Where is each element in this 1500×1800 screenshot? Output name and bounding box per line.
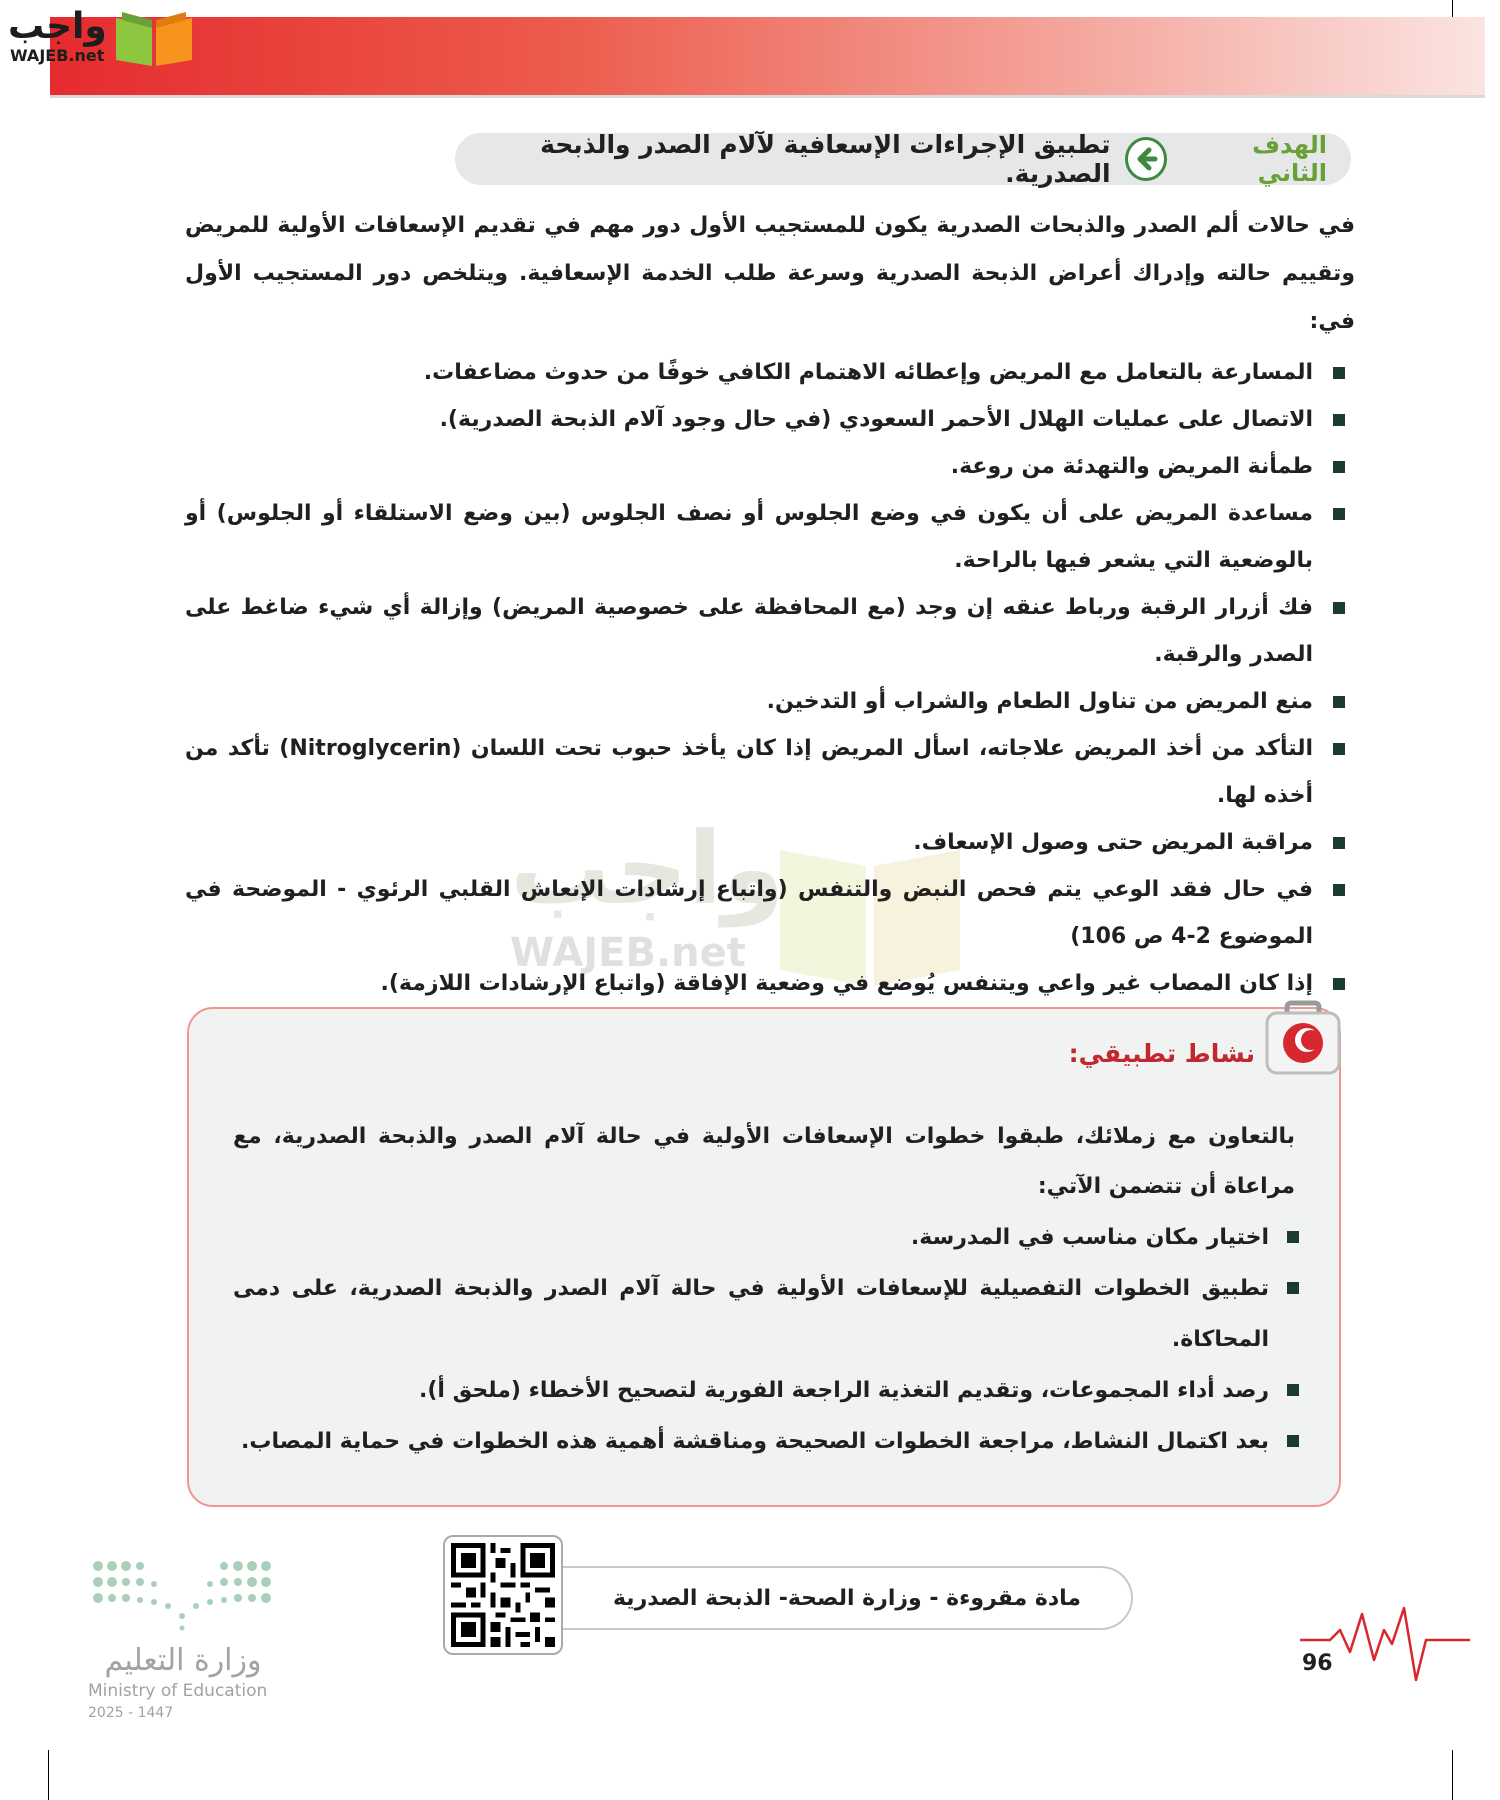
list-item: منع المريض من تناول الطعام والشراب أو التدخين. <box>185 678 1313 725</box>
arrow-left-icon <box>1125 137 1167 181</box>
wajeb-logo-domain: WAJEB.net <box>10 46 105 65</box>
responder-duties-list <box>185 349 1355 1007</box>
ministry-name-ar: وزارة التعليم <box>104 1643 262 1678</box>
list-item: مساعدة المريض على أن يكون في وضع الجلوس أو نصف الجلوس (بين وضع الاستلقاء أو الجلوس) أو بالوضعية التي يشعر فيها بالراحة. <box>185 490 1313 584</box>
activity-list <box>233 1212 1295 1467</box>
activity-body <box>233 1112 1295 1467</box>
main-content <box>185 202 1355 1007</box>
wajeb-logo[interactable] <box>8 6 193 68</box>
header-band <box>50 17 1485 95</box>
ministry-logo <box>88 1558 278 1721</box>
activity-title: نشاط تطبيقي: <box>1068 1039 1255 1068</box>
list-item: الاتصال على عمليات الهلال الأحمر السعودي (في حال وجود آلام الذبحة الصدرية). <box>185 396 1313 443</box>
list-item: اختيار مكان مناسب في المدرسة. <box>233 1212 1269 1263</box>
wajeb-logo-text: واجب <box>8 6 107 47</box>
goal-header <box>455 130 1351 188</box>
list-item: في حال فقد الوعي يتم فحص النبض والتنفس (واتباع إرشادات الإنعاش القلبي الرئوي - الموضحة في الموضوع 2-4 ص 106) <box>185 866 1313 960</box>
activity-intro: بالتعاون مع زملائك، طبقوا خطوات الإسعافات الأولية في حالة آلام الصدر والذبحة الصدرية، مع مراعاة أن تتضمن الآتي: <box>233 1124 1295 1199</box>
list-item: مراقبة المريض حتى وصول الإسعاف. <box>185 819 1313 866</box>
ministry-name-en: Ministry of Education <box>88 1681 268 1701</box>
goal-title: تطبيق الإجراءات الإسعافية لآلام الصدر والذبحة الصدرية. <box>540 130 1111 188</box>
list-item: المسارعة بالتعامل مع المريض وإعطائه الاهتمام الكافي خوفًا من حدوث مضاعفات. <box>185 349 1313 396</box>
reading-label: مادة مقروءة - وزارة الصحة- الذبحة الصدرية <box>612 1585 1082 1611</box>
watermark-text: واجب <box>510 810 785 927</box>
ministry-year: 2025 - 1447 <box>88 1705 174 1721</box>
ministry-emblem-icon <box>88 1558 278 1634</box>
list-item: تطبيق الخطوات التفصيلية للإسعافات الأولية في حالة آلام الصدر والذبحة الصدرية، على دمى المحاكاة. <box>233 1263 1269 1365</box>
first-aid-kit-icon <box>1261 997 1345 1085</box>
list-item: فك أزرار الرقبة ورباط عنقه إن وجد (مع المحافظة على خصوصية المريض) وإزالة أي شيء ضاغط على الصدر والرقبة. <box>185 584 1313 678</box>
qr-code-icon <box>451 1543 555 1647</box>
list-item: رصد أداء المجموعات، وتقديم التغذية الراجعة الفورية لتصحيح الأخطاء (ملحق أ). <box>233 1365 1269 1416</box>
intro-paragraph: في حالات ألم الصدر والذبحات الصدرية يكون للمستجيب الأول دور مهم في تقديم الإسعافات الأولية للمريض وتقييم حالته وإدراك أعراض الذبحة الصدرية وسرعة طلب الخدمة الإسعافية. ويتلخص دور المستجيب الأول في: <box>185 213 1355 334</box>
book-icon <box>112 8 196 68</box>
page-number: 96 <box>1302 1651 1333 1676</box>
list-item: طمأنة المريض والتهدئة من روعة. <box>185 443 1313 490</box>
list-item: بعد اكتمال النشاط، مراجعة الخطوات الصحيحة ومناقشة أهمية هذه الخطوات في حماية المصاب. <box>233 1416 1269 1467</box>
goal-label: الهدف الثاني <box>1252 131 1327 187</box>
reading-link[interactable] <box>563 1566 1133 1630</box>
watermark-domain: WAJEB.net <box>510 930 746 976</box>
list-item: التأكد من أخذ المريض علاجاته، اسأل المريض إذا كان يأخذ حبوب تحت اللسان (Nitroglycerin) تأكد من أخذه لها. <box>185 725 1313 819</box>
crop-mark <box>48 1750 49 1800</box>
ecg-line-icon <box>1300 1600 1470 1690</box>
crop-mark <box>1452 1750 1453 1800</box>
list-item: إذا كان المصاب غير واعي ويتنفس يُوضع في وضعية الإفاقة (واتباع الإرشادات اللازمة). <box>185 960 1313 1007</box>
activity-box <box>187 1007 1341 1507</box>
qr-code[interactable] <box>443 1535 563 1655</box>
header-band-rule <box>50 95 1485 98</box>
